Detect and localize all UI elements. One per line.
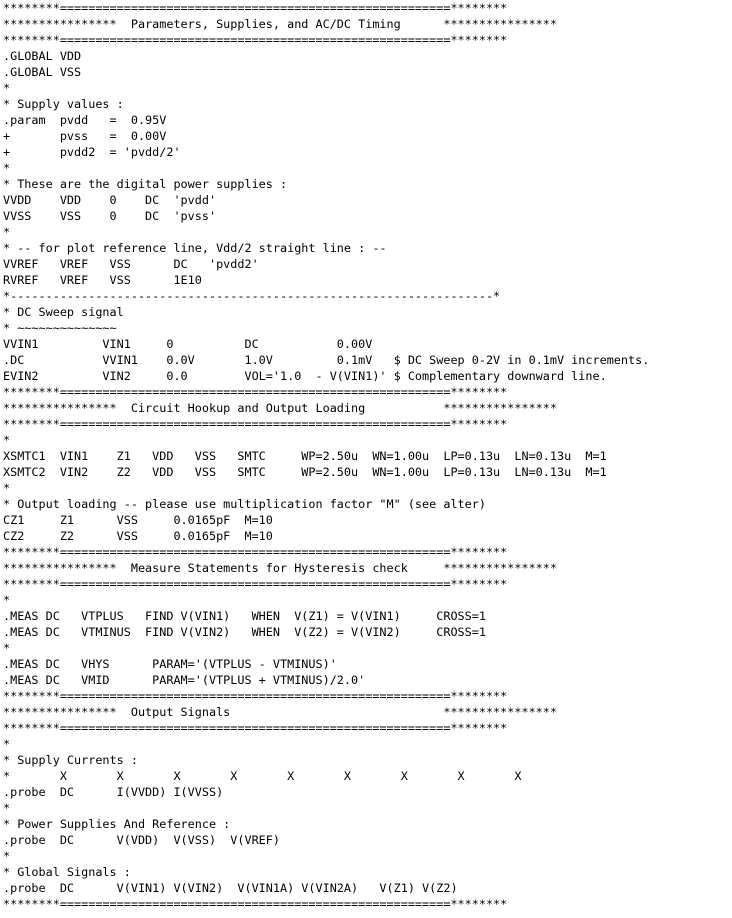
code-line: * X X X X X X X X X (3, 769, 522, 783)
spice-netlist-code (3, 0, 649, 912)
code-line: .MEAS DC VTMINUS FIND V(VIN2) WHEN V(Z2) = V(VIN2) CROSS=1 (3, 625, 486, 639)
code-line: **************** Parameters, Supplies, and AC/DC Timing **************** (3, 17, 557, 31)
code-line: .DC VVIN1 0.0V 1.0V 0.1mV $ DC Sweep 0-2V in 0.1mV increments. (3, 353, 650, 367)
code-line: .GLOBAL VSS (3, 65, 82, 79)
code-line: * (3, 433, 11, 447)
code-line: .probe DC I(VVDD) I(VVSS) (3, 785, 224, 799)
code-line: EVIN2 VIN2 0.0 VOL='1.0 - V(VIN1)' $ Complementary downward line. (3, 369, 607, 383)
code-line: * Supply values : (3, 97, 124, 111)
code-line: .MEAS DC VMID PARAM='(VTPLUS + VTMINUS)/2.0' (3, 673, 366, 687)
code-line: ********=======================================================******** (3, 721, 508, 735)
code-line: **************** Output Signals **************** (3, 705, 557, 719)
code-line: ********=======================================================******** (3, 577, 508, 591)
code-line: **************** Circuit Hookup and Output Loading **************** (3, 401, 557, 415)
code-line: VVIN1 VIN1 0 DC 0.00V (3, 337, 373, 351)
code-line: XSMTC2 VIN2 Z2 VDD VSS SMTC WP=2.50u WN=1.00u LP=0.13u LN=0.13u M=1 (3, 465, 607, 479)
code-line: * Global Signals : (3, 865, 131, 879)
code-line: * (3, 481, 11, 495)
code-line: * (3, 737, 11, 751)
code-line: * (3, 849, 11, 863)
code-line: ********=======================================================******** (3, 417, 508, 431)
code-line: CZ2 Z2 VSS 0.0165pF M=10 (3, 529, 273, 543)
code-line: * (3, 225, 11, 239)
code-line: RVREF VREF VSS 1E10 (3, 273, 202, 287)
code-line: * (3, 801, 11, 815)
code-line: .probe DC V(VIN1) V(VIN2) V(VIN1A) V(VIN2A) V(Z1) V(Z2) (3, 881, 458, 895)
code-line: **************** Measure Statements for Hysteresis check **************** (3, 561, 557, 575)
code-line: .param pvdd = 0.95V (3, 113, 167, 127)
code-line: .GLOBAL VDD (3, 49, 82, 63)
code-line: ********=======================================================******** (3, 385, 508, 399)
code-line: VVREF VREF VSS DC 'pvdd2' (3, 257, 259, 271)
code-line: * (3, 161, 11, 175)
code-line: ********=======================================================******** (3, 33, 508, 47)
code-line: + pvdd2 = 'pvdd/2' (3, 145, 181, 159)
code-line: * -- for plot reference line, Vdd/2 straight line : -- (3, 241, 387, 255)
code-line: * (3, 641, 11, 655)
code-line: ********=======================================================******** (3, 1, 508, 15)
code-line: .MEAS DC VHYS PARAM='(VTPLUS - VTMINUS)' (3, 657, 337, 671)
code-line: * Power Supplies And Reference : (3, 817, 231, 831)
code-line: *--------------------------------------------------------------------* (3, 289, 501, 303)
code-line: * ~~~~~~~~~~~~~~ (3, 321, 117, 335)
code-line: * DC Sweep signal (3, 305, 124, 319)
code-line: ********=======================================================******** (3, 545, 508, 559)
code-line: XSMTC1 VIN1 Z1 VDD VSS SMTC WP=2.50u WN=1.00u LP=0.13u LN=0.13u M=1 (3, 449, 607, 463)
code-line: * (3, 81, 11, 95)
code-line: VVDD VDD 0 DC 'pvdd' (3, 193, 217, 207)
code-line: .MEAS DC VTPLUS FIND V(VIN1) WHEN V(Z1) = V(VIN1) CROSS=1 (3, 609, 486, 623)
code-line: * Supply Currents : (3, 753, 138, 767)
code-line: CZ1 Z1 VSS 0.0165pF M=10 (3, 513, 273, 527)
code-line: ********=======================================================******** (3, 689, 508, 703)
code-line: * (3, 593, 11, 607)
code-line: + pvss = 0.00V (3, 129, 167, 143)
code-line: .probe DC V(VDD) V(VSS) V(VREF) (3, 833, 280, 847)
code-line: * Output loading -- please use multiplication factor "M" (see alter) (3, 497, 486, 511)
code-line: ********=======================================================******** (3, 897, 508, 911)
code-line: * These are the digital power supplies : (3, 177, 288, 191)
code-line: VVSS VSS 0 DC 'pvss' (3, 209, 217, 223)
